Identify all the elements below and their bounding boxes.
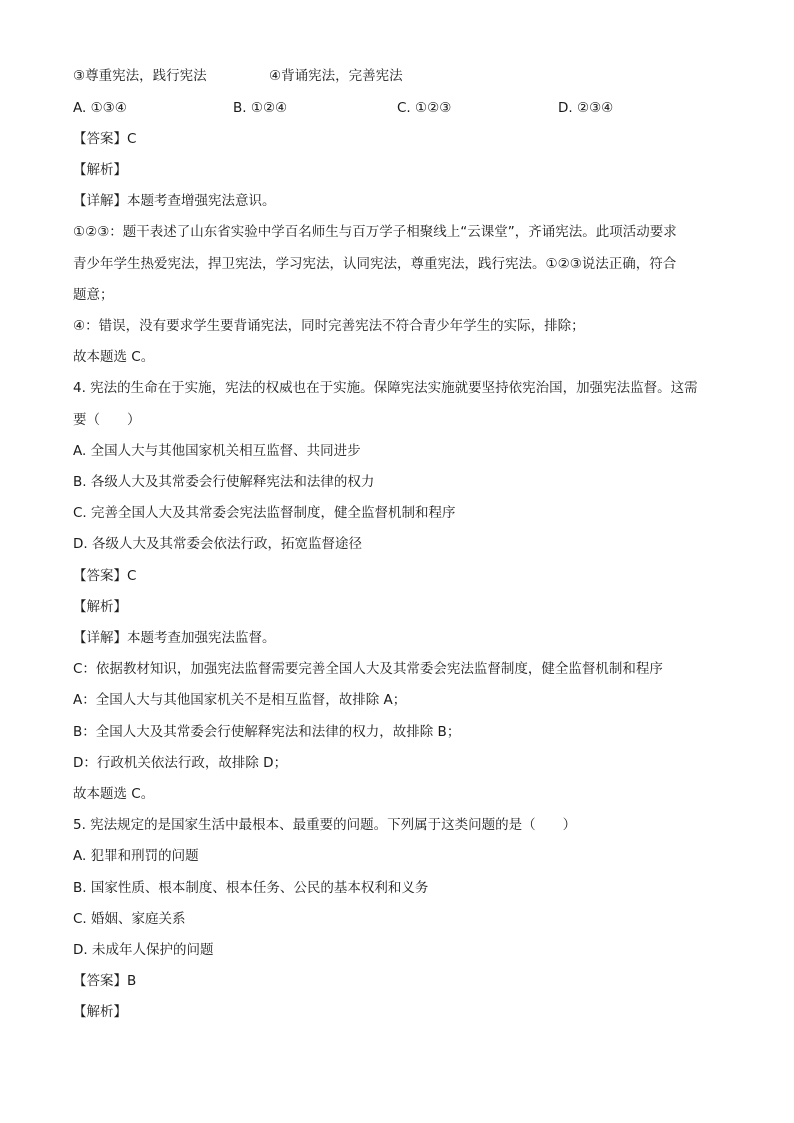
q4-stem-line-1: 4. 宪法的生命在于实施，宪法的权威也在于实施。保障宪法实施就要坚持依宪治国，加强宪法监督。这需 <box>73 380 698 396</box>
q3-conclusion: 故本题选 C。 <box>73 349 155 365</box>
q4-option-a: A. 全国人大与其他国家机关相互监督、共同进步 <box>73 443 361 459</box>
q5-option-d: D. 未成年人保护的问题 <box>73 942 214 958</box>
q4-reason-d: D：行政机关依法行政，故排除 D； <box>73 755 288 771</box>
q3-option-3: ③尊重宪法，践行宪法 <box>73 68 207 84</box>
q3-reason-2: ④：错误，没有要求学生要背诵宪法，同时完善宪法不符合青少年学生的实际，排除； <box>73 318 585 334</box>
q4-stem-line-2: 要（ ） <box>73 412 141 428</box>
q3-reason-1-line-3: 题意； <box>73 287 114 303</box>
q3-option-4: ④背诵宪法，完善宪法 <box>269 68 403 84</box>
q4-detail: 【详解】本题考查加强宪法监督。 <box>73 630 276 646</box>
q5-option-b: B. 国家性质、根本制度、根本任务、公民的基本权利和义务 <box>73 880 429 896</box>
q3-answer: 【答案】C <box>73 131 137 147</box>
q5-answer: 【答案】B <box>73 973 137 989</box>
q4-reason-a: A：全国人大与其他国家机关不是相互监督，故排除 A； <box>73 692 407 708</box>
q3-choice-a: A. ①③④ <box>73 100 127 116</box>
q3-choice-d: D. ②③④ <box>558 100 614 116</box>
q3-reason-1-line-2: 青少年学生热爱宪法，捍卫宪法，学习宪法，认同宪法，尊重宪法，践行宪法。①②③说法正确，符合 <box>73 256 677 272</box>
q3-analysis-label: 【解析】 <box>73 162 127 178</box>
q3-choice-c: C. ①②③ <box>397 100 452 116</box>
q5-option-a: A. 犯罪和刑罚的问题 <box>73 848 199 864</box>
q4-option-b: B. 各级人大及其常委会行使解释宪法和法律的权力 <box>73 474 375 490</box>
q3-choice-b: B. ①②④ <box>233 100 288 116</box>
q4-option-c: C. 完善全国人大及其常委会宪法监督制度，健全监督机制和程序 <box>73 505 456 521</box>
q4-analysis-label: 【解析】 <box>73 599 127 615</box>
q3-reason-1-line-1: ①②③：题干表述了山东省实验中学百名师生与百万学子相聚线上“云课堂”，齐诵宪法。此项活动要求 <box>73 224 677 240</box>
q5-stem: 5. 宪法规定的是国家生活中最根本、最重要的问题。下列属于这类问题的是（ ） <box>73 817 577 833</box>
q4-answer: 【答案】C <box>73 568 137 584</box>
q4-reason-b: B：全国人大及其常委会行使解释宪法和法律的权力，故排除 B； <box>73 724 461 740</box>
q5-analysis-label: 【解析】 <box>73 1004 127 1020</box>
q4-conclusion: 故本题选 C。 <box>73 786 155 802</box>
q4-option-d: D. 各级人大及其常委会依法行政，拓宽监督途径 <box>73 536 362 552</box>
q3-detail: 【详解】本题考查增强宪法意识。 <box>73 193 276 209</box>
q5-option-c: C. 婚姻、家庭关系 <box>73 911 186 927</box>
q4-reason-c: C：依据教材知识，加强宪法监督需要完善全国人大及其常委会宪法监督制度，健全监督机制和程序 <box>73 661 663 677</box>
